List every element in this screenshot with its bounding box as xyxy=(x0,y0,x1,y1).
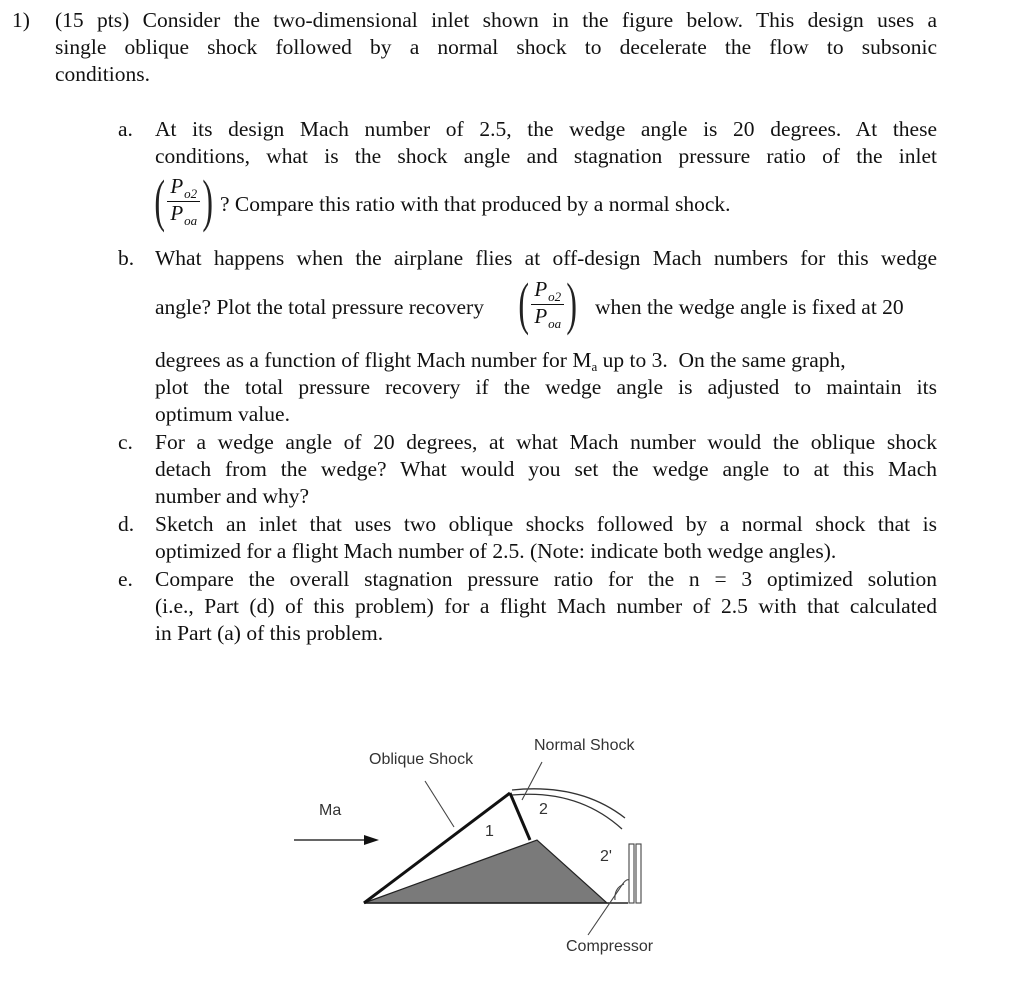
part-b-line-4: plot the total pressure recovery if the wedge angle is adjusted to maintain its xyxy=(155,375,937,399)
part-d-line-1: Sketch an inlet that uses two oblique shocks followed by a normal shock that is xyxy=(155,512,937,536)
part-a-line-2: conditions, what is the shock angle and stagnation pressure ratio of the inlet xyxy=(155,144,937,168)
cowl-inner xyxy=(512,794,622,829)
part-b-line-1: What happens when the airplane flies at off-design Mach numbers for this wedge xyxy=(155,246,937,270)
pressure-ratio-fraction-a: ( $\frac{P_{o2}}{P_{oa}}$ ) xyxy=(154,168,214,233)
part-e-label: e. xyxy=(118,567,133,591)
part-d-line-2: optimized for a flight Mach number of 2.5. (Note: indicate both wedge angles). xyxy=(155,539,837,563)
part-c-line-1: For a wedge angle of 20 degrees, at what Mach number would the oblique shock xyxy=(155,430,937,454)
region-1-label: 1 xyxy=(485,823,494,840)
compressor-leader-curl xyxy=(615,884,624,900)
part-a-label: a. xyxy=(118,117,133,141)
compressor-blade-1 xyxy=(629,844,634,903)
region-2-label: 2 xyxy=(539,801,548,818)
part-c-line-2: detach from the wedge? What would you set the wedge angle to at this Mach xyxy=(155,457,937,481)
compressor-blade-2 xyxy=(636,844,641,903)
part-d-label: d. xyxy=(118,512,135,536)
part-e-line-1: Compare the overall stagnation pressure ratio for the n = 3 optimized solution xyxy=(155,567,937,591)
normal-shock-label: Normal Shock xyxy=(534,737,635,754)
problem-number: 1) xyxy=(12,8,30,32)
part-a-line-3: ? Compare this ratio with that produced by a normal shock. xyxy=(220,192,731,216)
part-b-label: b. xyxy=(118,246,135,270)
part-b-line-5: optimum value. xyxy=(155,402,290,426)
freestream-mach-label: Ma xyxy=(319,802,342,819)
compressor-leader-hook xyxy=(620,880,629,888)
part-a-line-1: At its design Mach number of 2.5, the wedge angle is 20 degrees. At these xyxy=(155,117,937,141)
part-b-line-3: degrees as a function of flight Mach number for Ma up to 3. On the same graph, xyxy=(155,348,846,374)
cowl-outer xyxy=(512,789,625,818)
pressure-ratio-fraction-b: ( $\frac{P_{o2}}{P_{oa}}$ ) xyxy=(518,271,578,336)
wedge xyxy=(364,840,607,903)
compressor-label: Compressor xyxy=(566,938,654,955)
oblique-shock-label: Oblique Shock xyxy=(369,751,474,768)
part-e-line-3: in Part (a) of this problem. xyxy=(155,621,384,645)
freestream-arrow-icon xyxy=(294,835,379,845)
part-b-line-2a: angle? Plot the total pressure recovery xyxy=(155,295,484,319)
part-e-line-2: (i.e., Part (d) of this problem) for a flight Mach number of 2.5 with that calculated xyxy=(155,594,937,618)
part-b-line-2b: when the wedge angle is fixed at 20 xyxy=(595,295,904,319)
oblique-shock-leader xyxy=(425,781,454,827)
intro-line-2: single oblique shock followed by a normal shock to decelerate the flow to subsonic xyxy=(55,35,937,59)
intro-line-1: (15 pts) Consider the two-dimensional inlet shown in the figure below. This design uses a xyxy=(55,8,937,32)
part-c-line-3: number and why? xyxy=(155,484,310,508)
normal-shock-line xyxy=(510,793,530,840)
region-2prime-label: 2' xyxy=(600,848,612,865)
part-c-label: c. xyxy=(118,430,133,454)
intro-line-3: conditions. xyxy=(55,62,150,86)
